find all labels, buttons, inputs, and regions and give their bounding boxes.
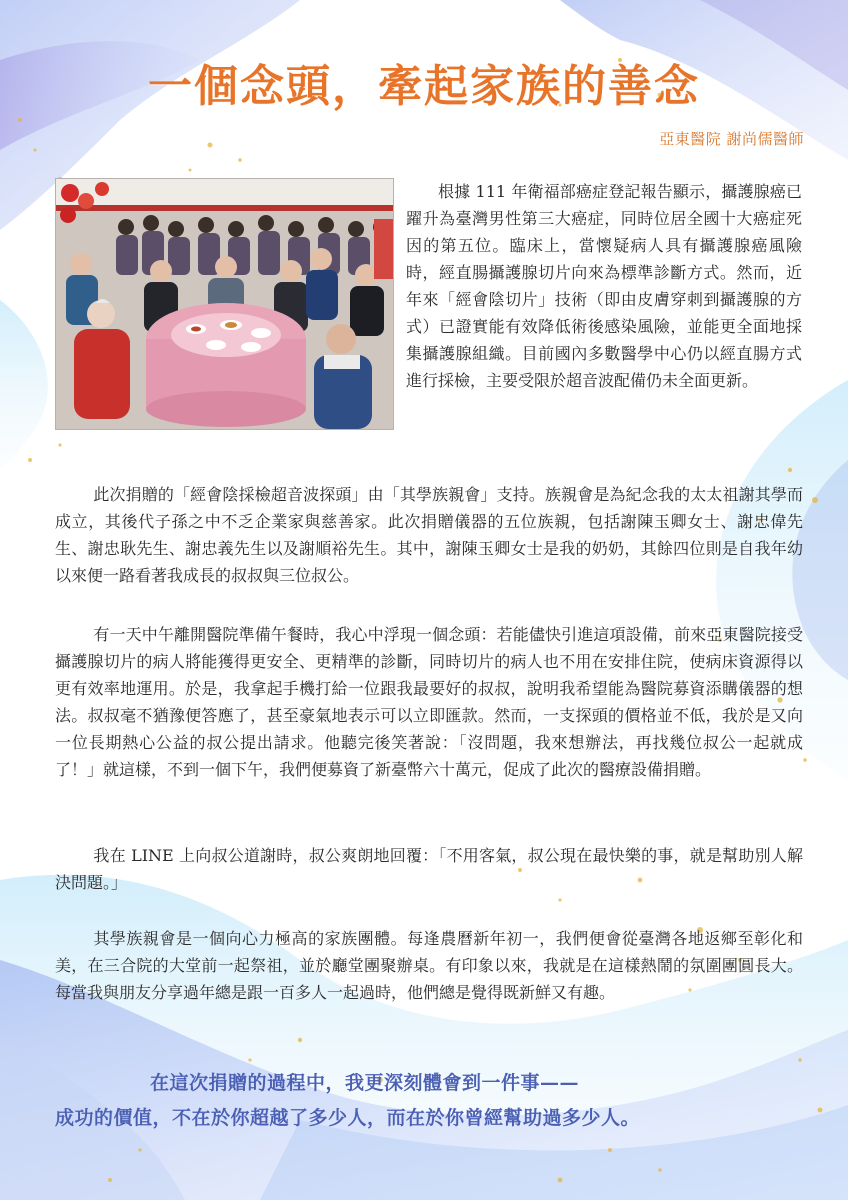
intro-paragraph: 根據 111 年衛福部癌症登記報告顯示，攝護腺癌已躍升為臺灣男性第三大癌症，同時位居全國十大癌症死因的第五位。臨床上，當懷疑病人具有攝護腺癌風險時，經直腸攝護腺切片向來為標準診斷方式。然而，近年來「經會陰切片」技術（即由皮膚穿刺到攝護腺的方式）已證實能有效降低術後感染風險，並能更全面地採集攝護腺組織。目前國內多數醫學中心仍以經直腸方式進行採檢，主要受限於超音波配備仍未全面更新。 [406, 182, 802, 390]
closing-quote-line-2: 成功的價值，不在於你超越了多少人，而在於你曾經幫助過多少人。 [55, 1107, 641, 1129]
body-paragraph: 此次捐贈的「經會陰採檢超音波探頭」由「其學族親會」支持。族親會是為紀念我的太太祖謝其學而成立，其後代子孫之中不乏企業家與慈善家。此次捐贈儀器的五位族親，包括謝陳玉卿女士、謝忠偉先生、謝忠耿先生、謝忠義先生以及謝順裕先生。其中，謝陳玉卿女士是我的奶奶，其餘四位則是自我年幼以來便一路看著我成長的叔叔與三位叔公。 [55, 485, 803, 585]
author-byline: 亞東醫院 謝尚儒醫師 [659, 130, 804, 148]
body-paragraph: 其學族親會是一個向心力極高的家族團體。每逢農曆新年初一，我們便會從臺灣各地返鄉至彰化和美，在三合院的大堂前一起祭祖，並於廳堂團聚辦桌。有印象以來，我就是在這樣熱鬧的氛圍團圓長大。每當我與朋友分享過年總是跟一百多人一起過時，他們總是覺得既新鮮又有趣。 [55, 929, 803, 1002]
closing-quote-line-1: 在這次捐贈的過程中，我更深刻體會到一件事—— [150, 1072, 580, 1094]
banquet-illustration [56, 179, 393, 429]
article-title: 一個念頭，牽起家族的善念 [148, 61, 700, 112]
family-banquet-photo [55, 178, 394, 430]
body-paragraph: 我在 LINE 上向叔公道謝時，叔公爽朗地回覆：「不用客氣，叔公現在最快樂的事，就是幫助別人解決問題。」 [55, 846, 803, 892]
body-paragraph: 有一天中午離開醫院準備午餐時，我心中浮現一個念頭：若能儘快引進這項設備，前來亞東醫院接受攝護腺切片的病人將能獲得更安全、更精準的診斷，同時切片的病人也不用在安排住院，使病床資源得以更有效率地運用。於是，我拿起手機打給一位跟我最要好的叔叔，說明我希望能為醫院募資添購儀器的想法。叔叔毫不猶豫便答應了，甚至豪氣地表示可以立即匯款。然而，一支探頭的價格並不低，我於是又向一位長期熱心公益的叔公提出請求。他聽完後笑著說：「沒問題，我來想辦法，再找幾位叔公一起就成了！」就這樣，不到一個下午，我們便募資了新臺幣六十萬元，促成了此次的醫療設備捐贈。 [55, 625, 803, 779]
